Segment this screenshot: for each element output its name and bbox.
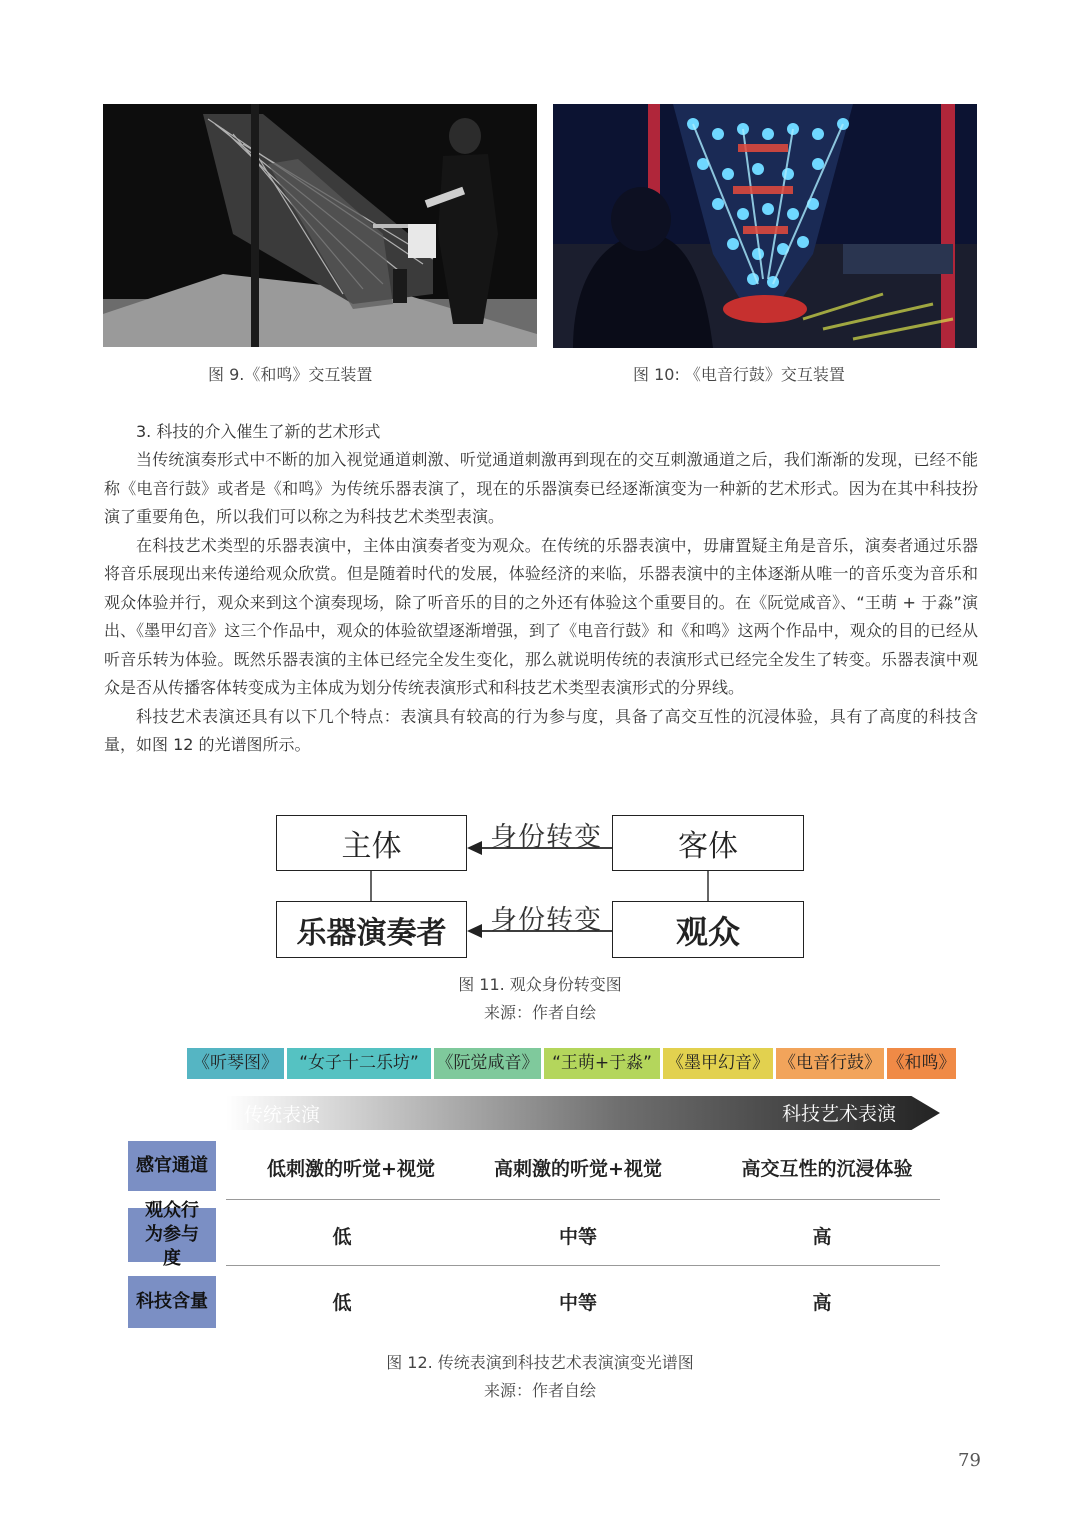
fig9-caption: 图 9.《和鸣》交互装置 xyxy=(208,365,373,384)
cell: 高交互性的沉浸体验 xyxy=(741,1158,913,1180)
row-label-technology: 科技含量 xyxy=(128,1276,216,1328)
fig10-image xyxy=(553,104,977,348)
fig12-source: 来源：作者自绘 xyxy=(483,1381,596,1400)
page-number: 79 xyxy=(958,1450,981,1471)
row-label-sensory: 感官通道 xyxy=(128,1141,216,1191)
cell: 高 xyxy=(812,1292,832,1314)
paragraph: 在科技艺术类型的乐器表演中，主体由演奏者变为观众。在传统的乐器表演中，毋庸置疑主角是音乐，演奏者通过乐器将音乐展现出来传递给观众欣赏。但是随着时代的发展，体验经济的来临，乐器表演中的主体逐渐从唯一的音乐变为音乐和观众体验并行，观众来到这个演奏现场，除了听音乐的目的之外还有体验这个重要目的。在《阮觉咸音》、“王萌 + 于淼”演出、《墨甲幻音》这三个作品中，观众的体验欲望逐渐增强，到了《电音行鼓》和《和鸣》这两个作品中，观众的目的已经从听音乐转为体验。既然乐器表演的主体已经完全发生变化，那么就说明传统的表演形式已经完全发生了转变。乐器表演中观众是否从传播客体转变成为主体成为划分传统表演形式和科技艺术类型表演形式的分界线。 xyxy=(104,535,978,697)
work-tag: 《阮觉咸音》 xyxy=(434,1048,541,1079)
spectrum-left-label: 传统表演 xyxy=(244,1104,321,1126)
fig10-caption: 图 10: 《电音行鼓》交互装置 xyxy=(633,365,845,384)
paragraph: 当传统演奏形式中不断的加入视觉通道刺激、听觉通道刺激再到现在的交互刺激通道之后，我们渐渐的发现，已经不能称《电音行鼓》或者是《和鸣》为传统乐器表演了，现在的乐器演奏已经逐渐演变为一种新的艺术形式。因为在其中科技扮演了重要角色，所以我们可以称之为科技艺术类型表演。 xyxy=(104,450,978,526)
cell: 中等 xyxy=(558,1292,598,1314)
work-tag: 《和鸣》 xyxy=(887,1048,956,1079)
arrow-top-label: 身份转变 xyxy=(490,822,602,853)
fig10-photo xyxy=(553,104,977,348)
cell: 高刺激的听觉+视觉 xyxy=(494,1158,662,1180)
arrow-top-head xyxy=(467,841,482,855)
row-label-participation: 观众行为参与度 xyxy=(128,1208,216,1262)
fig11-source: 来源：作者自绘 xyxy=(483,1003,596,1022)
fig12-caption: 图 12. 传统表演到科技艺术表演演变光谱图 xyxy=(386,1353,694,1372)
cell: 中等 xyxy=(558,1226,598,1248)
box-performer: 乐器演奏者 xyxy=(276,901,467,958)
work-tag: 《听琴图》 xyxy=(187,1048,284,1079)
cell: 低 xyxy=(332,1292,352,1314)
arrow-bottom-head xyxy=(467,924,482,938)
work-tag: “女子十二乐坊” xyxy=(287,1048,431,1079)
spectrum-right-label: 科技艺术表演 xyxy=(782,1103,897,1125)
cell: 低 xyxy=(332,1226,352,1248)
fig11-caption: 图 11. 观众身份转变图 xyxy=(458,975,622,994)
section-heading: 3. 科技的介入催生了新的艺术形式 xyxy=(136,422,381,441)
cell: 高 xyxy=(812,1226,832,1248)
cell: 低刺激的听觉+视觉 xyxy=(267,1158,435,1180)
row-divider xyxy=(226,1265,940,1266)
work-tag: 《电音行鼓》 xyxy=(776,1048,884,1079)
body-text xyxy=(104,418,978,760)
box-audience: 观众 xyxy=(612,901,804,958)
work-tag: 《墨甲幻音》 xyxy=(663,1048,773,1079)
row-divider xyxy=(226,1199,940,1200)
fig9-image xyxy=(103,104,537,347)
paragraph: 科技艺术表演还具有以下几个特点：表演具有较高的行为参与度，具备了高交互性的沉浸体验，具有了高度的科技含量，如图 12 的光谱图所示。 xyxy=(104,706,978,754)
work-tag: “王萌+于淼” xyxy=(544,1048,660,1079)
box-subject: 主体 xyxy=(276,815,467,871)
fig9-photo xyxy=(103,104,537,347)
arrow-bottom-label: 身份转变 xyxy=(490,905,602,936)
box-object: 客体 xyxy=(612,815,804,871)
